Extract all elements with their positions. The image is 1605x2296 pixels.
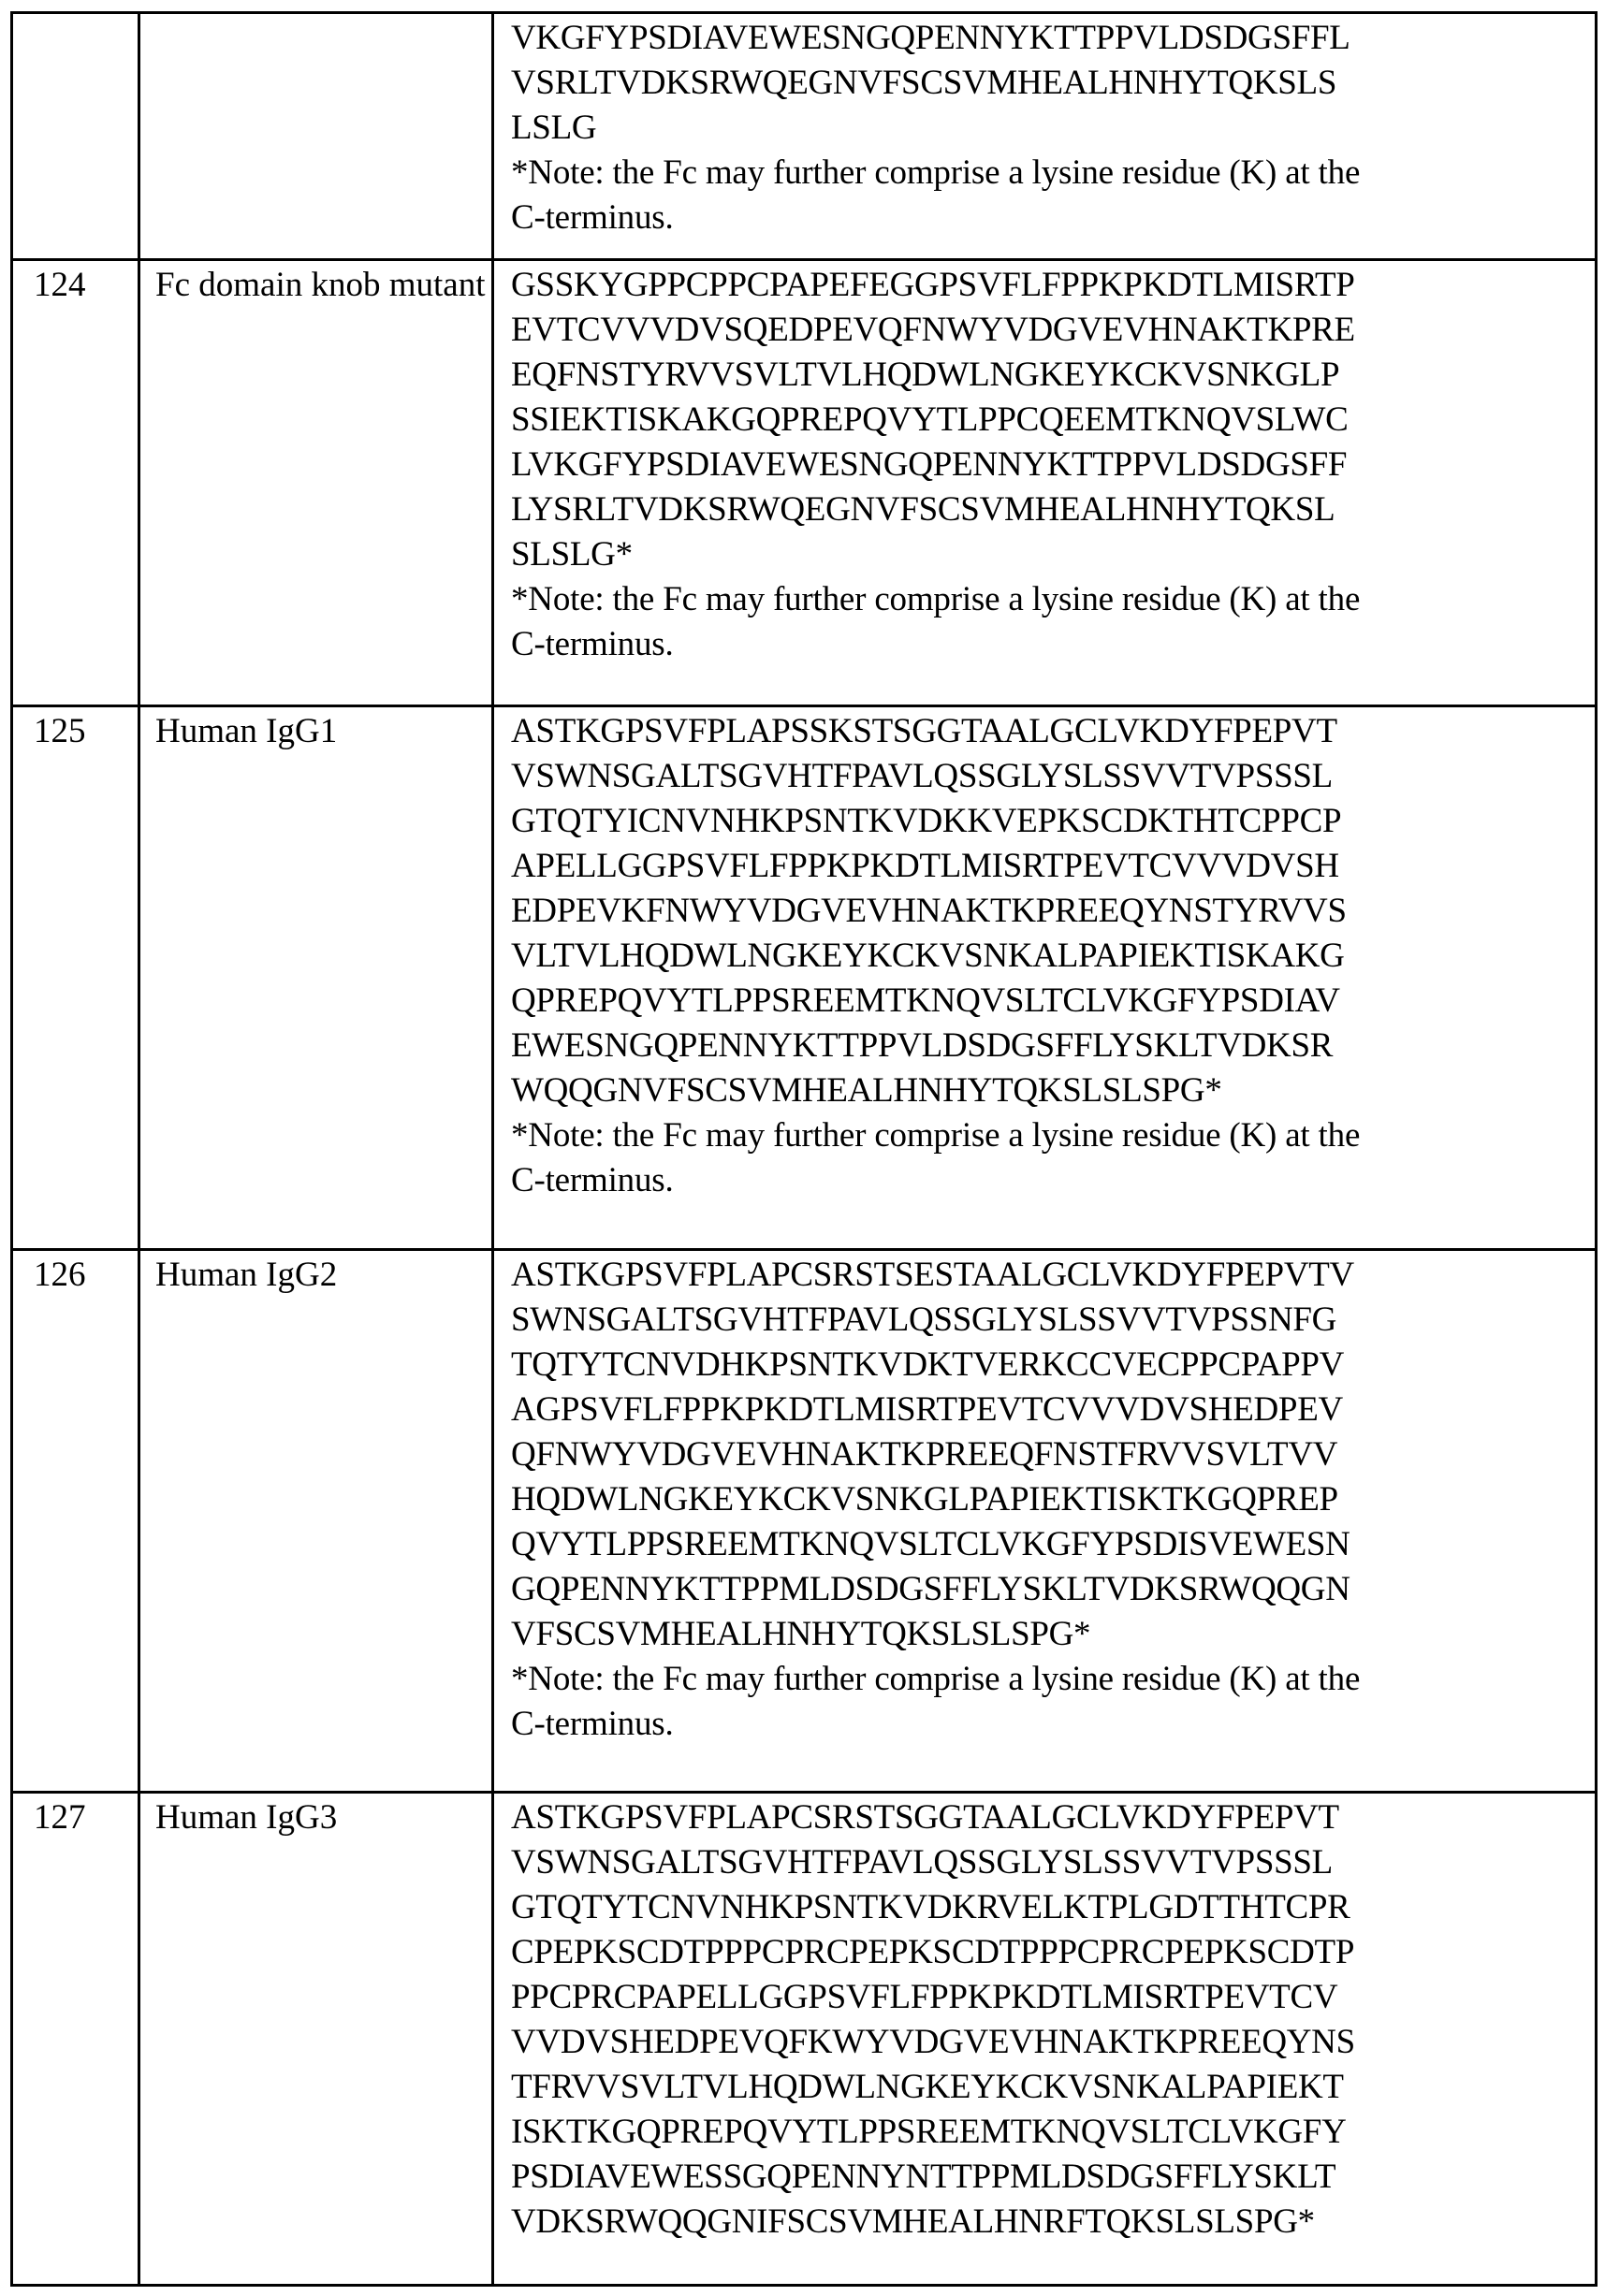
sequence-line: ASTKGPSVFPLAPCSRSTSGGTAALGCLVKDYFPEPVT [511,1798,1339,1837]
sequence-line: GQPENNYKTTPPMLDSDGSFFLYSKLTVDKSRWQQGN [511,1570,1350,1608]
sequence-line: AGPSVFLFPPKPKDTLMISRTPEVTCVVVDVSHEDPEV [511,1390,1343,1429]
sequence-line: VVDVSHEDPEVQFKWYVDGVEVHNAKTKPREEQYNS [511,2023,1355,2061]
sequence-line: APELLGGPSVFLFPPKPKDTLMISRTPEVTCVVVDVSH [511,847,1339,885]
sequence-line: EDPEVKFNWYVDGVEVHNAKTKPREEQYNSTYRVVS [511,892,1347,930]
seq-name-cell: Fc domain knob mutant [139,260,493,706]
note-line: C-terminus. [511,1705,674,1743]
sequence-cell [493,13,1597,260]
sequence-line: HQDWLNGKEYKCKVSNKGLPAPIEKTISKTKGQPREP [511,1480,1338,1519]
seq-name-cell: Human IgG1 [139,706,493,1250]
note-line: *Note: the Fc may further comprise a lysine residue (K) at the [511,580,1361,618]
seq-id-cell: 124 [12,260,139,706]
sequence-line: PSDIAVEWESSGQPENNYNTTPPMLDSDGSFFLYSKLT [511,2158,1336,2196]
note-line: C-terminus. [511,625,674,663]
sequence-line: VSWNSGALTSGVHTFPAVLQSSGLYSLSSVVTVPSSSL [511,1843,1333,1882]
sequence-line: WQQGNVFSCSVMHEALHNHYTQKSLSLSPG* [511,1071,1222,1110]
sequence-table [10,11,1598,2287]
seq-id-cell: 125 [12,706,139,1250]
table-row [12,13,1597,260]
sequence-line: QPREPQVYTLPPSREEMTKNQVSLTCLVKGFYPSDIAV [511,981,1340,1020]
sequence-line: PPCPRCPAPELLGGPSVFLFPPKPKDTLMISRTPEVTCV [511,1978,1338,2016]
sequence-line: SWNSGALTSGVHTFPAVLQSSGLYSLSSVVTVPSSNFG [511,1301,1337,1339]
sequence-line: VKGFYPSDIAVEWESNGQPENNYKTTPPVLDSDGSFFL [511,19,1350,57]
sequence-cell [493,706,1597,1250]
sequence-line: GTQTYTCNVNHKPSNTKVDKRVELKTPLGDTTHTCPR [511,1888,1350,1926]
seq-name-cell [139,13,493,260]
sequence-line: ISKTKGQPREPQVYTLPPSREEMTKNQVSLTCLVKGFY [511,2113,1347,2151]
sequence-line: QFNWYVDGVEVHNAKTKPREEQFNSTFRVVSVLTVV [511,1435,1338,1474]
sequence-line: VSWNSGALTSGVHTFPAVLQSSGLYSLSSVVTVPSSSL [511,757,1333,795]
sequence-line: EQFNSTYRVVSVLTVLHQDWLNGKEYKCKVSNKGLP [511,356,1340,394]
table-row [12,706,1597,1250]
sequence-line: QVYTLPPSREEMTKNQVSLTCLVKGFYPSDISVEWESN [511,1525,1350,1563]
seq-name-cell: Human IgG2 [139,1250,493,1793]
note-line: *Note: the Fc may further comprise a lysine residue (K) at the [511,153,1361,192]
sequence-line: LYSRLTVDKSRWQEGNVFSCSVMHEALHNHYTQKSL [511,490,1335,529]
note-line: *Note: the Fc may further comprise a lysine residue (K) at the [511,1660,1361,1698]
sequence-cell [493,260,1597,706]
sequence-line: CPEPKSCDTPPPCPRCPEPKSCDTPPPCPRCPEPKSCDTP [511,1933,1355,1971]
sequence-line: ASTKGPSVFPLAPSSKSTSGGTAALGCLVKDYFPEPVT [511,712,1337,750]
sequence-line: VSRLTVDKSRWQEGNVFSCSVMHEALHNHYTQKSLS [511,64,1337,102]
sequence-line: GTQTYICNVNHKPSNTKVDKKVEPKSCDKTHTCPPCP [511,802,1342,840]
sequence-line: GSSKYGPPCPPCPAPEFEGGPSVFLFPPKPKDTLMISRTP [511,266,1355,304]
sequence-line: SSIEKTISKAKGQPREPQVYTLPPCQEEMTKNQVSLWC [511,400,1349,439]
table-row [12,1793,1597,2286]
table-row [12,260,1597,706]
sequence-cell [493,1250,1597,1793]
table-row [12,1250,1597,1793]
sequence-line: VLTVLHQDWLNGKEYKCKVSNKALPAPIEKTISKAKG [511,937,1345,975]
sequence-line: LSLG [511,109,597,147]
sequence-line: EVTCVVVDVSQEDPEVQFNWYVDGVEVHNAKTKPRE [511,311,1355,349]
sequence-line: ASTKGPSVFPLAPCSRSTSESTAALGCLVKDYFPEPVTV [511,1256,1354,1294]
sequence-cell [493,1793,1597,2286]
note-line: C-terminus. [511,198,674,237]
sequence-line: VDKSRWQQGNIFSCSVMHEALHNRFTQKSLSLSPG* [511,2202,1315,2241]
seq-name-cell: Human IgG3 [139,1793,493,2286]
seq-id-cell [12,13,139,260]
sequence-line: VFSCSVMHEALHNHYTQKSLSLSPG* [511,1615,1091,1653]
sequence-line: SLSLG* [511,535,633,574]
note-line: C-terminus. [511,1161,674,1199]
sequence-line: LVKGFYPSDIAVEWESNGQPENNYKTTPPVLDSDGSFF [511,445,1348,484]
sequence-line: TFRVVSVLTVLHQDWLNGKEYKCKVSNKALPAPIEKT [511,2068,1344,2106]
seq-id-cell: 127 [12,1793,139,2286]
seq-id-cell: 126 [12,1250,139,1793]
sequence-line: EWESNGQPENNYKTTPPVLDSDGSFFLYSKLTVDKSR [511,1026,1334,1065]
note-line: *Note: the Fc may further comprise a lysine residue (K) at the [511,1116,1361,1155]
sequence-line: TQTYTCNVDHKPSNTKVDKTVERKCCVECPPCPAPPV [511,1345,1345,1384]
